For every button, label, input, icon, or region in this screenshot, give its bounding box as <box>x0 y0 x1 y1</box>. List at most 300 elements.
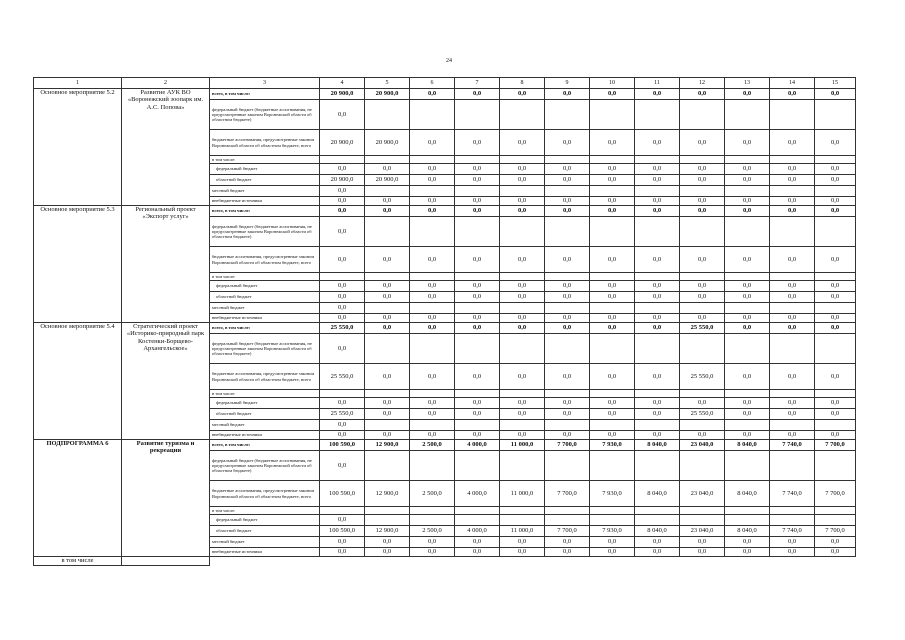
value-cell: 0,0 <box>815 548 856 557</box>
value-cell: 0,0 <box>410 292 455 303</box>
value-cell: 0,0 <box>500 281 545 292</box>
table-row <box>34 323 856 334</box>
value-cell: 0,0 <box>320 247 365 273</box>
column-number: 12 <box>680 78 725 89</box>
value-cell <box>545 217 590 247</box>
value-cell: 0,0 <box>455 431 500 440</box>
value-cell: 0,0 <box>410 548 455 557</box>
value-cell: 0,0 <box>635 537 680 548</box>
value-cell <box>680 451 725 481</box>
value-cell: 0,0 <box>410 537 455 548</box>
value-cell: 0,0 <box>455 164 500 175</box>
funding-source-cell: областной бюджет <box>210 409 320 420</box>
value-cell: 0,0 <box>590 281 635 292</box>
value-cell: 0,0 <box>365 364 410 390</box>
value-cell <box>320 507 365 515</box>
value-cell <box>410 507 455 515</box>
value-cell <box>635 334 680 364</box>
value-cell: 7 740,0 <box>770 481 815 507</box>
value-cell: 25 550,0 <box>680 323 725 334</box>
value-cell: 20 900,0 <box>365 175 410 186</box>
value-cell <box>680 420 725 431</box>
value-cell: 0,0 <box>365 281 410 292</box>
column-number: 11 <box>635 78 680 89</box>
value-cell <box>725 217 770 247</box>
value-cell <box>725 451 770 481</box>
value-cell: 100 590,0 <box>320 440 365 451</box>
value-cell <box>590 303 635 314</box>
value-cell <box>725 156 770 164</box>
column-number: 8 <box>500 78 545 89</box>
responsible-cell: Региональный проект «Экспорт услуг» <box>122 206 210 323</box>
value-cell: 0,0 <box>410 409 455 420</box>
value-cell: 2 500,0 <box>410 440 455 451</box>
value-cell <box>635 273 680 281</box>
value-cell <box>815 507 856 515</box>
column-number-row <box>34 78 856 89</box>
value-cell: 0,0 <box>320 420 365 431</box>
value-cell: 0,0 <box>815 247 856 273</box>
value-cell: 0,0 <box>545 537 590 548</box>
value-cell: 0,0 <box>815 292 856 303</box>
value-cell: 0,0 <box>770 164 815 175</box>
value-cell: 20 900,0 <box>320 89 365 100</box>
column-number: 7 <box>455 78 500 89</box>
value-cell <box>500 186 545 197</box>
value-cell: 7 700,0 <box>545 440 590 451</box>
value-cell: 0,0 <box>815 281 856 292</box>
value-cell: 0,0 <box>635 292 680 303</box>
value-cell: 0,0 <box>590 197 635 206</box>
value-cell: 0,0 <box>635 364 680 390</box>
value-cell: 0,0 <box>365 314 410 323</box>
value-cell <box>680 507 725 515</box>
value-cell: 0,0 <box>725 281 770 292</box>
value-cell <box>725 420 770 431</box>
value-cell <box>815 303 856 314</box>
footer-empty-cell <box>122 557 210 566</box>
column-number: 3 <box>210 78 320 89</box>
value-cell: 0,0 <box>725 548 770 557</box>
value-cell: 25 550,0 <box>680 364 725 390</box>
value-cell <box>410 273 455 281</box>
value-cell: 0,0 <box>545 548 590 557</box>
column-number: 2 <box>122 78 210 89</box>
value-cell: 0,0 <box>590 548 635 557</box>
value-cell: 11 000,0 <box>500 440 545 451</box>
value-cell <box>500 451 545 481</box>
value-cell: 0,0 <box>500 130 545 156</box>
funding-source-cell: местный бюджет <box>210 420 320 431</box>
value-cell: 4 000,0 <box>455 481 500 507</box>
value-cell: 0,0 <box>410 247 455 273</box>
value-cell <box>725 186 770 197</box>
value-cell <box>455 217 500 247</box>
value-cell <box>770 303 815 314</box>
value-cell <box>455 156 500 164</box>
activity-cell: Основное мероприятие 5.4 <box>34 323 122 440</box>
value-cell <box>500 303 545 314</box>
value-cell: 0,0 <box>725 164 770 175</box>
value-cell <box>545 451 590 481</box>
value-cell: 0,0 <box>500 323 545 334</box>
value-cell: 4 000,0 <box>455 526 500 537</box>
value-cell: 0,0 <box>680 314 725 323</box>
value-cell: 20 900,0 <box>320 130 365 156</box>
value-cell <box>590 273 635 281</box>
value-cell <box>320 273 365 281</box>
column-number: 1 <box>34 78 122 89</box>
table-body <box>34 78 856 566</box>
value-cell: 0,0 <box>680 281 725 292</box>
value-cell <box>815 420 856 431</box>
value-cell: 0,0 <box>545 247 590 273</box>
value-cell: 0,0 <box>815 130 856 156</box>
value-cell: 0,0 <box>410 164 455 175</box>
funding-source-cell: местный бюджет <box>210 303 320 314</box>
value-cell <box>590 515 635 526</box>
value-cell <box>725 100 770 130</box>
value-cell <box>410 186 455 197</box>
funding-source-cell: местный бюджет <box>210 537 320 548</box>
value-cell: 0,0 <box>320 206 365 217</box>
value-cell <box>500 273 545 281</box>
funding-source-cell: всего, в том числе: <box>210 89 320 100</box>
value-cell: 0,0 <box>320 334 365 364</box>
value-cell <box>635 217 680 247</box>
value-cell: 0,0 <box>410 398 455 409</box>
value-cell <box>680 100 725 130</box>
value-cell <box>815 100 856 130</box>
value-cell: 7 700,0 <box>545 481 590 507</box>
value-cell <box>770 507 815 515</box>
value-cell: 0,0 <box>770 364 815 390</box>
value-cell <box>815 217 856 247</box>
value-cell: 20 900,0 <box>365 89 410 100</box>
value-cell <box>500 334 545 364</box>
column-number: 15 <box>815 78 856 89</box>
value-cell: 0,0 <box>815 323 856 334</box>
value-cell: 7 740,0 <box>770 440 815 451</box>
value-cell: 0,0 <box>770 206 815 217</box>
value-cell: 12 900,0 <box>365 526 410 537</box>
value-cell <box>635 507 680 515</box>
value-cell: 0,0 <box>770 89 815 100</box>
value-cell: 0,0 <box>770 314 815 323</box>
value-cell: 0,0 <box>320 303 365 314</box>
value-cell: 0,0 <box>410 323 455 334</box>
value-cell: 25 550,0 <box>680 409 725 420</box>
value-cell: 0,0 <box>500 409 545 420</box>
value-cell: 0,0 <box>365 197 410 206</box>
value-cell <box>545 156 590 164</box>
value-cell: 0,0 <box>320 186 365 197</box>
value-cell: 0,0 <box>365 537 410 548</box>
value-cell <box>365 507 410 515</box>
value-cell: 0,0 <box>635 409 680 420</box>
value-cell <box>545 186 590 197</box>
funding-source-cell: федеральный бюджет <box>210 398 320 409</box>
value-cell <box>365 420 410 431</box>
value-cell: 0,0 <box>590 537 635 548</box>
value-cell: 0,0 <box>590 89 635 100</box>
value-cell: 20 900,0 <box>365 130 410 156</box>
funding-source-cell: федеральный бюджет (бюджетные ассигнования, не предусмотренные законом Воронежской области об областном бюджете) <box>210 217 320 247</box>
value-cell <box>320 390 365 398</box>
value-cell <box>365 100 410 130</box>
value-cell: 0,0 <box>455 130 500 156</box>
value-cell: 0,0 <box>635 130 680 156</box>
value-cell: 8 040,0 <box>635 526 680 537</box>
value-cell: 0,0 <box>320 515 365 526</box>
footer-row <box>34 557 856 566</box>
value-cell <box>500 507 545 515</box>
value-cell: 0,0 <box>410 175 455 186</box>
value-cell: 0,0 <box>635 175 680 186</box>
value-cell <box>410 156 455 164</box>
value-cell <box>635 515 680 526</box>
value-cell: 0,0 <box>455 537 500 548</box>
value-cell: 0,0 <box>500 537 545 548</box>
value-cell: 7 700,0 <box>815 526 856 537</box>
value-cell <box>590 507 635 515</box>
value-cell: 23 040,0 <box>680 440 725 451</box>
value-cell: 4 000,0 <box>455 440 500 451</box>
value-cell: 0,0 <box>500 197 545 206</box>
value-cell <box>365 515 410 526</box>
value-cell: 12 900,0 <box>365 481 410 507</box>
value-cell <box>770 420 815 431</box>
value-cell <box>410 390 455 398</box>
value-cell: 0,0 <box>365 323 410 334</box>
value-cell <box>365 451 410 481</box>
value-cell: 11 000,0 <box>500 481 545 507</box>
value-cell <box>545 515 590 526</box>
value-cell: 0,0 <box>725 409 770 420</box>
value-cell <box>635 100 680 130</box>
value-cell <box>590 156 635 164</box>
value-cell: 0,0 <box>635 314 680 323</box>
value-cell: 0,0 <box>545 89 590 100</box>
value-cell: 0,0 <box>590 206 635 217</box>
value-cell <box>410 451 455 481</box>
column-number: 4 <box>320 78 365 89</box>
value-cell <box>365 156 410 164</box>
value-cell: 0,0 <box>770 398 815 409</box>
value-cell: 0,0 <box>815 206 856 217</box>
value-cell: 0,0 <box>635 164 680 175</box>
value-cell: 0,0 <box>770 431 815 440</box>
value-cell <box>455 451 500 481</box>
value-cell: 0,0 <box>365 431 410 440</box>
value-cell: 0,0 <box>320 217 365 247</box>
value-cell: 0,0 <box>455 323 500 334</box>
funding-source-cell: в том числе: <box>210 390 320 398</box>
value-cell: 100 590,0 <box>320 526 365 537</box>
value-cell: 0,0 <box>815 431 856 440</box>
value-cell: 0,0 <box>680 537 725 548</box>
value-cell: 0,0 <box>590 409 635 420</box>
value-cell: 2 500,0 <box>410 481 455 507</box>
value-cell <box>545 334 590 364</box>
value-cell: 0,0 <box>365 206 410 217</box>
value-cell <box>500 390 545 398</box>
value-cell <box>455 100 500 130</box>
value-cell: 0,0 <box>815 537 856 548</box>
value-cell: 0,0 <box>545 314 590 323</box>
value-cell: 0,0 <box>500 548 545 557</box>
value-cell <box>365 303 410 314</box>
value-cell <box>545 507 590 515</box>
value-cell: 0,0 <box>590 130 635 156</box>
value-cell <box>500 420 545 431</box>
value-cell: 0,0 <box>500 431 545 440</box>
funding-source-cell: бюджетные ассигнования, предусмотренные законом Воронежской области об областном бюджете, всего <box>210 247 320 273</box>
value-cell: 0,0 <box>320 100 365 130</box>
value-cell: 0,0 <box>590 323 635 334</box>
value-cell <box>365 390 410 398</box>
funding-source-cell: федеральный бюджет <box>210 281 320 292</box>
funding-source-cell: внебюджетные источники <box>210 548 320 557</box>
value-cell: 0,0 <box>545 130 590 156</box>
value-cell: 8 040,0 <box>635 440 680 451</box>
column-number: 6 <box>410 78 455 89</box>
value-cell: 0,0 <box>455 364 500 390</box>
value-cell: 0,0 <box>725 175 770 186</box>
funding-source-cell: всего, в том числе: <box>210 206 320 217</box>
funding-source-cell: федеральный бюджет <box>210 515 320 526</box>
value-cell: 0,0 <box>590 398 635 409</box>
table-row <box>34 89 856 100</box>
value-cell <box>365 217 410 247</box>
value-cell: 0,0 <box>545 431 590 440</box>
value-cell: 0,0 <box>500 292 545 303</box>
value-cell: 0,0 <box>365 247 410 273</box>
value-cell: 0,0 <box>500 247 545 273</box>
funding-source-cell: областной бюджет <box>210 526 320 537</box>
value-cell: 0,0 <box>320 197 365 206</box>
value-cell: 0,0 <box>500 206 545 217</box>
value-cell <box>455 507 500 515</box>
funding-source-cell: в том числе: <box>210 507 320 515</box>
funding-source-cell: внебюджетные источники <box>210 314 320 323</box>
value-cell <box>410 303 455 314</box>
value-cell: 11 000,0 <box>500 526 545 537</box>
funding-source-cell: внебюджетные источники <box>210 431 320 440</box>
value-cell: 7 700,0 <box>815 481 856 507</box>
table-row <box>34 440 856 451</box>
value-cell: 0,0 <box>545 364 590 390</box>
value-cell: 0,0 <box>590 431 635 440</box>
value-cell: 0,0 <box>635 89 680 100</box>
value-cell <box>635 156 680 164</box>
value-cell <box>365 273 410 281</box>
value-cell <box>545 390 590 398</box>
value-cell: 0,0 <box>320 398 365 409</box>
value-cell <box>545 273 590 281</box>
value-cell: 23 040,0 <box>680 526 725 537</box>
value-cell: 0,0 <box>455 548 500 557</box>
value-cell <box>725 273 770 281</box>
value-cell: 8 040,0 <box>725 440 770 451</box>
value-cell: 0,0 <box>545 164 590 175</box>
value-cell: 0,0 <box>635 323 680 334</box>
value-cell: 0,0 <box>635 281 680 292</box>
value-cell: 0,0 <box>410 197 455 206</box>
value-cell: 0,0 <box>770 175 815 186</box>
value-cell <box>590 217 635 247</box>
responsible-cell: Развитие АУК ВО «Воронежский зоопарк им. А.С. Попова» <box>122 89 210 206</box>
value-cell <box>365 334 410 364</box>
value-cell <box>410 217 455 247</box>
funding-source-cell: областной бюджет <box>210 292 320 303</box>
value-cell: 0,0 <box>500 175 545 186</box>
value-cell <box>320 156 365 164</box>
value-cell: 0,0 <box>725 247 770 273</box>
value-cell <box>365 186 410 197</box>
value-cell <box>680 334 725 364</box>
value-cell <box>410 334 455 364</box>
value-cell: 0,0 <box>770 323 815 334</box>
value-cell: 0,0 <box>500 164 545 175</box>
value-cell: 0,0 <box>365 292 410 303</box>
value-cell: 0,0 <box>320 451 365 481</box>
value-cell <box>770 217 815 247</box>
value-cell: 0,0 <box>500 314 545 323</box>
value-cell: 0,0 <box>725 130 770 156</box>
value-cell <box>410 420 455 431</box>
activity-cell: Основное мероприятие 5.2 <box>34 89 122 206</box>
value-cell <box>680 186 725 197</box>
value-cell: 0,0 <box>500 89 545 100</box>
value-cell: 0,0 <box>365 548 410 557</box>
value-cell: 0,0 <box>770 537 815 548</box>
value-cell: 0,0 <box>635 206 680 217</box>
value-cell: 0,0 <box>320 431 365 440</box>
value-cell: 0,0 <box>815 89 856 100</box>
value-cell: 0,0 <box>725 537 770 548</box>
footer-blank <box>210 557 856 566</box>
value-cell <box>455 515 500 526</box>
value-cell <box>725 507 770 515</box>
value-cell: 0,0 <box>455 175 500 186</box>
value-cell: 0,0 <box>545 292 590 303</box>
value-cell <box>635 303 680 314</box>
value-cell: 0,0 <box>725 89 770 100</box>
value-cell <box>590 390 635 398</box>
value-cell: 0,0 <box>545 206 590 217</box>
value-cell <box>815 451 856 481</box>
value-cell: 0,0 <box>500 398 545 409</box>
value-cell: 7 930,0 <box>590 526 635 537</box>
value-cell: 0,0 <box>545 281 590 292</box>
value-cell: 8 040,0 <box>725 481 770 507</box>
value-cell: 2 500,0 <box>410 526 455 537</box>
value-cell <box>500 217 545 247</box>
value-cell <box>455 273 500 281</box>
value-cell: 0,0 <box>725 323 770 334</box>
value-cell <box>590 451 635 481</box>
value-cell: 0,0 <box>320 314 365 323</box>
value-cell: 0,0 <box>635 398 680 409</box>
value-cell: 0,0 <box>680 548 725 557</box>
value-cell <box>815 390 856 398</box>
responsible-cell: Развитие туризма и рекреации <box>122 440 210 557</box>
value-cell: 0,0 <box>545 323 590 334</box>
funding-source-cell: федеральный бюджет <box>210 164 320 175</box>
value-cell: 7 930,0 <box>590 481 635 507</box>
value-cell: 0,0 <box>545 197 590 206</box>
